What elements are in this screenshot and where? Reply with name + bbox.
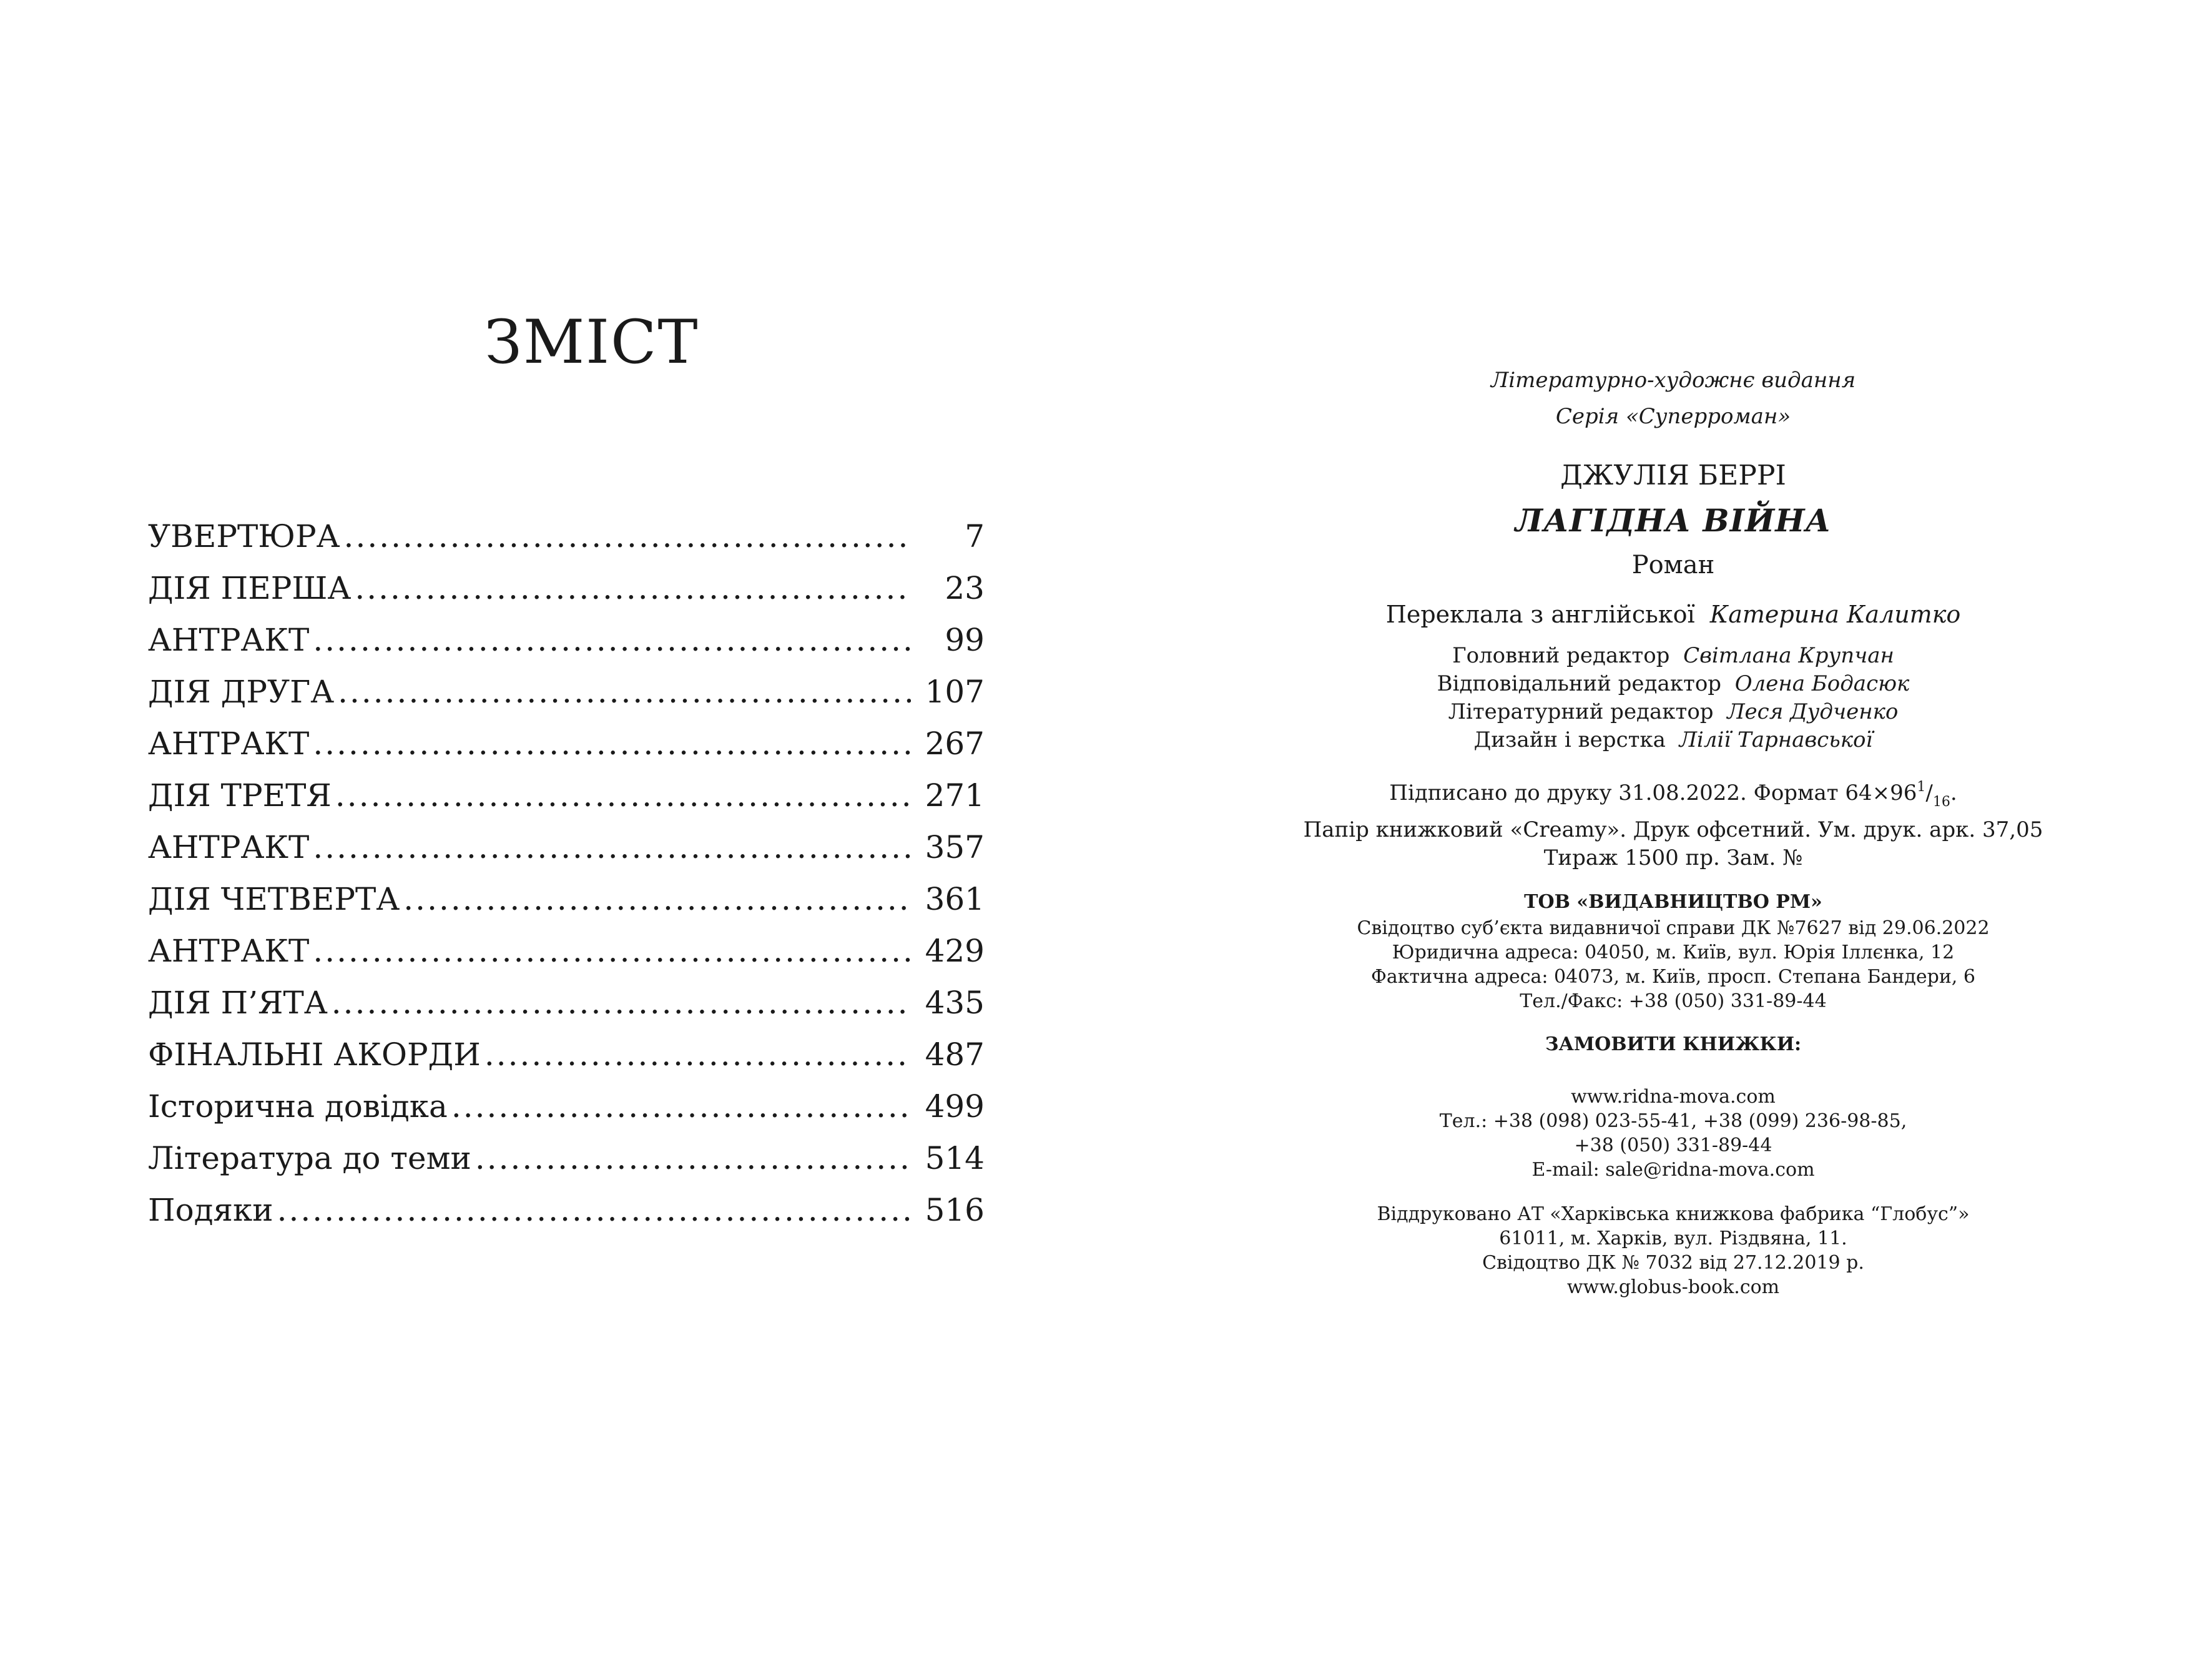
- contact-line: +38 (050) 331-89-44: [1574, 1135, 1772, 1156]
- genre-label: Роман: [1631, 551, 1715, 579]
- publisher-line: Юридична адреса: 04050, м. Київ, вул. Юрія Іллєнка, 12: [1392, 942, 1955, 963]
- toc-page-number: 357: [925, 829, 985, 865]
- edition-type: Літературно-художнє видання: [1490, 368, 1856, 393]
- signed-text: Підписано до друку 31.08.2022. Формат 64×96: [1389, 780, 1917, 805]
- editor-name: Лілії Тарнавської: [1679, 727, 1873, 752]
- printer-line: www.globus-book.com: [1566, 1276, 1780, 1298]
- toc-entry-label: АНТРАКТ: [148, 726, 310, 762]
- editor-name: Олена Бодасюк: [1734, 671, 1910, 696]
- publisher-line: Фактична адреса: 04073, м. Київ, просп. Степана Бандери, 6: [1371, 966, 1975, 988]
- toc-leader-dots: [355, 563, 911, 614]
- toc-leader-dots: [484, 1029, 911, 1081]
- toc-entry-label: УВЕРТЮРА: [148, 518, 340, 554]
- toc-leader-dots: [277, 1184, 911, 1236]
- toc-row: [148, 1133, 985, 1184]
- format-denominator: 16: [1932, 794, 1950, 810]
- toc-leader-dots: [451, 1081, 911, 1133]
- toc-entry-label: Література до теми: [148, 1140, 471, 1176]
- contact-line: Тел.: +38 (098) 023-55-41, +38 (099) 236-98-85,: [1439, 1110, 1907, 1132]
- paper-line: Папір книжковий «Creamy». Друк офсетний. Ум. друк. арк. 37,05: [1303, 817, 2043, 842]
- publisher-line: Тел./Факс: +38 (050) 331-89-44: [1520, 990, 1827, 1012]
- toc-page-number: 107: [925, 674, 985, 710]
- toc-row: [148, 1081, 985, 1133]
- toc-page-number: 516: [925, 1192, 985, 1228]
- toc-list: [148, 511, 985, 1236]
- series-name: Серія «Суперроман»: [1555, 404, 1791, 429]
- editors-block: [1267, 642, 2079, 754]
- toc-leader-dots: [313, 614, 911, 666]
- toc-entry-label: ДІЯ ТРЕТЯ: [148, 777, 332, 814]
- publisher-info: [1267, 916, 2079, 1013]
- toc-entry-label: АНТРАКТ: [148, 622, 310, 658]
- toc-row: [148, 1029, 985, 1081]
- toc-entry-label: ДІЯ ПЕРША: [148, 570, 351, 606]
- toc-leader-dots: [338, 666, 911, 718]
- toc-row: [148, 1184, 985, 1236]
- print-run-line: Тираж 1500 пр. Зам. №: [1543, 845, 1803, 870]
- editor-line: [1267, 642, 2079, 670]
- toc-leader-dots: [332, 977, 911, 1029]
- printer-line: Свідоцтво ДК № 7032 від 27.12.2019 р.: [1482, 1252, 1864, 1274]
- publisher-line: Свідоцтво суб’єкта видавничої справи ДК №7627 від 29.06.2022: [1357, 917, 1990, 939]
- format-numerator: 1: [1917, 779, 1926, 795]
- toc-page-number: 499: [925, 1088, 985, 1125]
- toc-entry-label: АНТРАКТ: [148, 829, 310, 865]
- toc-page-number: 267: [925, 726, 985, 762]
- toc-page-number: 487: [925, 1036, 985, 1073]
- toc-entry-label: ДІЯ ДРУГА: [148, 674, 335, 710]
- toc-row: [148, 563, 985, 614]
- toc-page-number: 435: [925, 985, 985, 1021]
- toc-entry-label: ДІЯ П’ЯТА: [148, 985, 328, 1021]
- toc-row: [148, 718, 985, 770]
- toc-row: [148, 666, 985, 718]
- editor-role: Відповідальний редактор: [1437, 671, 1722, 696]
- editor-line: [1267, 726, 2079, 754]
- toc-row: [148, 511, 985, 563]
- toc-page-number: 7: [965, 518, 985, 554]
- author-name: ДЖУЛІЯ БЕРРІ: [1560, 460, 1786, 491]
- print-info-block: [1267, 773, 2079, 872]
- toc-row: [148, 925, 985, 977]
- editor-name: Світлана Крупчан: [1683, 643, 1894, 668]
- publisher-name: ТОВ «ВИДАВНИЦТВО РМ»: [1524, 891, 1822, 913]
- toc-leader-dots: [344, 511, 911, 563]
- order-contacts: [1267, 1085, 2079, 1182]
- signed-line: [1267, 773, 2079, 816]
- contact-line: www.ridna-mova.com: [1571, 1086, 1776, 1108]
- toc-leader-dots: [403, 874, 911, 925]
- editor-role: Дизайн і верстка: [1473, 727, 1666, 752]
- toc-row: [148, 977, 985, 1029]
- signed-suffix: .: [1950, 780, 1957, 805]
- toc-leader-dots: [313, 718, 911, 770]
- toc-page-number: 271: [925, 777, 985, 814]
- translator-line: [1267, 596, 2079, 633]
- toc-entry-label: Подяки: [148, 1192, 273, 1228]
- toc-title: ЗМІСТ: [484, 307, 699, 377]
- editor-name: Леся Дудченко: [1727, 699, 1899, 724]
- toc-entry-label: ФІНАЛЬНІ АКОРДИ: [148, 1036, 481, 1073]
- editor-role: Літературний редактор: [1448, 699, 1714, 724]
- editor-line: [1267, 670, 2079, 698]
- toc-row: [148, 614, 985, 666]
- printer-info: [1267, 1202, 2079, 1299]
- toc-entry-label: АНТРАКТ: [148, 933, 310, 969]
- translator-label: Переклала з англійської: [1385, 601, 1695, 628]
- toc-page-number: 429: [925, 933, 985, 969]
- book-title: ЛАГІДНА ВІЙНА: [1515, 502, 1832, 539]
- printer-line: Віддруковано АТ «Харківська книжкова фабрика “Глобус”»: [1377, 1203, 1970, 1225]
- toc-entry-label: Історична довідка: [148, 1088, 448, 1125]
- format-slash: /: [1925, 780, 1933, 805]
- order-heading: ЗАМОВИТИ КНИЖКИ:: [1545, 1033, 1802, 1055]
- toc-page-number: 99: [945, 622, 985, 658]
- toc-row: [148, 874, 985, 925]
- toc-leader-dots: [313, 925, 911, 977]
- toc-leader-dots: [475, 1133, 911, 1184]
- toc-page-number: 361: [925, 881, 985, 917]
- toc-leader-dots: [335, 770, 911, 822]
- editor-role: Головний редактор: [1452, 643, 1670, 668]
- toc-row: [148, 770, 985, 822]
- toc-page-number: 23: [945, 570, 985, 606]
- toc-entry-label: ДІЯ ЧЕТВЕРТА: [148, 881, 400, 917]
- toc-page-number: 514: [925, 1140, 985, 1176]
- translator-name: Катерина Калитко: [1709, 601, 1961, 628]
- toc-leader-dots: [313, 822, 911, 874]
- imprint-page: [1267, 362, 2079, 1299]
- editor-line: [1267, 698, 2079, 726]
- printer-line: 61011, м. Харків, вул. Різдвяна, 11.: [1499, 1228, 1847, 1249]
- toc-row: [148, 822, 985, 874]
- contact-line: E-mail: sale@ridna-mova.com: [1531, 1159, 1815, 1181]
